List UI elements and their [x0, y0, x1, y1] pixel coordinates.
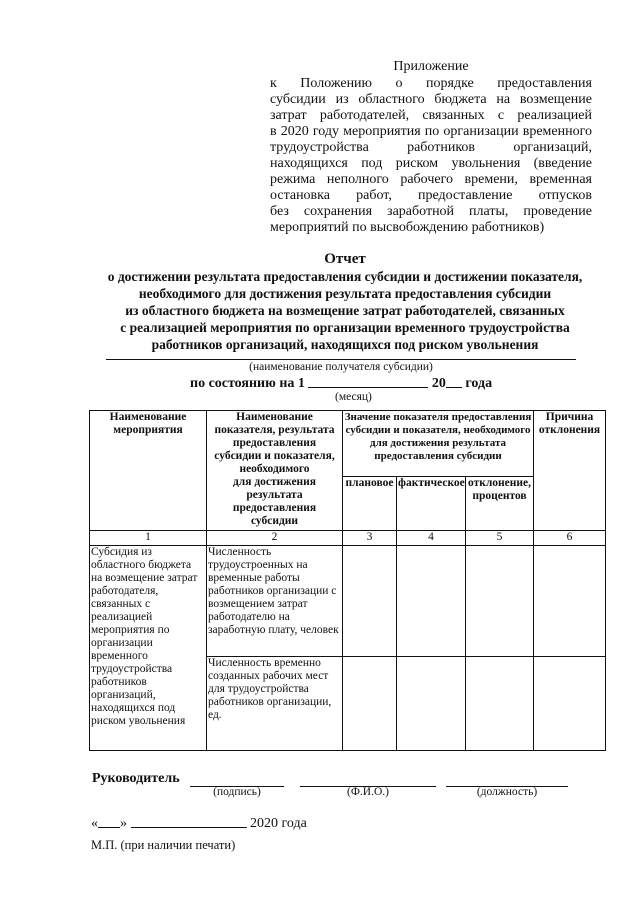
header-deviation: отклонение, процентов: [466, 476, 534, 530]
header-measure: Наименование мероприятия: [90, 411, 207, 531]
header-reason: Причина отклонения: [534, 411, 606, 531]
date-close-quote: »: [120, 816, 127, 831]
recipient-field-line[interactable]: [106, 358, 576, 360]
month-caption: (месяц): [335, 391, 372, 403]
recipient-caption: (наименование получателя субсидии): [249, 361, 433, 373]
date-year: 2020 года: [250, 816, 307, 831]
column-number: 6: [534, 531, 606, 545]
appendix-line: остановка работ, предоставление отпусков: [270, 188, 592, 203]
appendix-line: субсидии из областного бюджета на возмещение: [270, 92, 592, 107]
header-indicator-top: Наименование показателя, результата предоставления субсидии и показателя, необходимого: [214, 411, 335, 475]
report-title: Отчет: [324, 251, 366, 267]
planned-value-cell[interactable]: [343, 545, 397, 656]
appendix-line: мероприятий по высвобождению работников): [270, 220, 545, 235]
report-subtitle-line: работников организаций, находящихся под риском увольнения: [151, 337, 539, 352]
report-subtitle-line: необходимого для достижения результата предоставления субсидии: [138, 286, 552, 301]
column-number: 1: [90, 531, 207, 545]
asof-year-prefix: 20: [431, 376, 446, 391]
date-open-quote: «: [91, 816, 98, 831]
appendix-title: Приложение: [393, 59, 469, 74]
header-planned: плановое: [343, 476, 397, 530]
appendix-line: к Положению о порядке предоставления: [270, 76, 592, 91]
header-indicator-bottom: для достижения результата предоставления субсидии: [232, 476, 317, 527]
name-caption: (Ф.И.О.): [347, 786, 389, 798]
appendix-line: находящихся под риском увольнения (введение: [270, 156, 592, 171]
year-field[interactable]: [446, 375, 462, 388]
appendix-line: без сохранения заработной платы, проведение: [270, 204, 592, 219]
actual-value-cell[interactable]: [397, 657, 466, 751]
deviation-value-cell[interactable]: [466, 545, 534, 656]
head-label: Руководитель: [92, 771, 180, 786]
day-field[interactable]: [98, 815, 120, 828]
measure-cell: Субсидия из областного бюджета на возмещение затрат работодателя, связанных с реализацией мероприятия по организации временного трудоустройства работников организаций, находящихся под риском увольнения: [90, 545, 207, 750]
indicator-cell: Численность временно созданных рабочих мест для трудоустройства работников организации, ед.: [207, 657, 343, 751]
indicator-cell: Численность трудоустроенных на временные работы работников организации с возмещением затрат работодателю на заработную плату, человек: [207, 545, 343, 656]
header-value-group: Значение показателя предоставления субсидии и показателя, необходимого для достижения результата предоставления субсидии: [343, 411, 534, 477]
deviation-value-cell[interactable]: [466, 657, 534, 751]
report-subtitle-line: из областного бюджета на возмещение затрат работодателей, связанных: [125, 303, 565, 318]
month-field[interactable]: [308, 375, 428, 388]
stamp-note: М.П. (при наличии печати): [91, 838, 236, 852]
asof-suffix: года: [465, 376, 493, 391]
asof-prefix: по состоянию на 1: [190, 376, 305, 391]
column-number: 3: [343, 531, 397, 545]
appendix-line: затрат работодателей, связанных с реализацией: [270, 108, 592, 123]
header-indicator: [207, 411, 343, 531]
report-table: [89, 410, 606, 751]
column-number: 5: [466, 531, 534, 545]
appendix-line: в 2020 году мероприятия по организации временного: [270, 124, 592, 139]
report-subtitle-line: с реализацией мероприятия по организации временного трудоустройства: [120, 320, 570, 335]
report-subtitle: [70, 268, 620, 353]
signature-caption: (подпись): [213, 786, 261, 798]
appendix-line: режима неполного рабочего времени, временная: [270, 172, 592, 187]
date-row: [91, 815, 307, 832]
header-actual: фактическое: [397, 476, 466, 530]
column-number: 2: [207, 531, 343, 545]
actual-value-cell[interactable]: [397, 545, 466, 656]
planned-value-cell[interactable]: [343, 657, 397, 751]
table-row: [90, 545, 606, 656]
month-date-field[interactable]: [131, 815, 247, 828]
report-subtitle-line: о достижении результата предоставления субсидии и достижении показателя,: [107, 269, 583, 284]
column-number: 4: [397, 531, 466, 545]
position-caption: (должность): [476, 786, 538, 798]
reason-cell[interactable]: [534, 657, 606, 751]
reason-cell[interactable]: [534, 545, 606, 656]
appendix-text: [270, 76, 592, 236]
asof-row: [190, 375, 492, 392]
appendix-line: трудоустройства работников организаций,: [270, 140, 592, 155]
